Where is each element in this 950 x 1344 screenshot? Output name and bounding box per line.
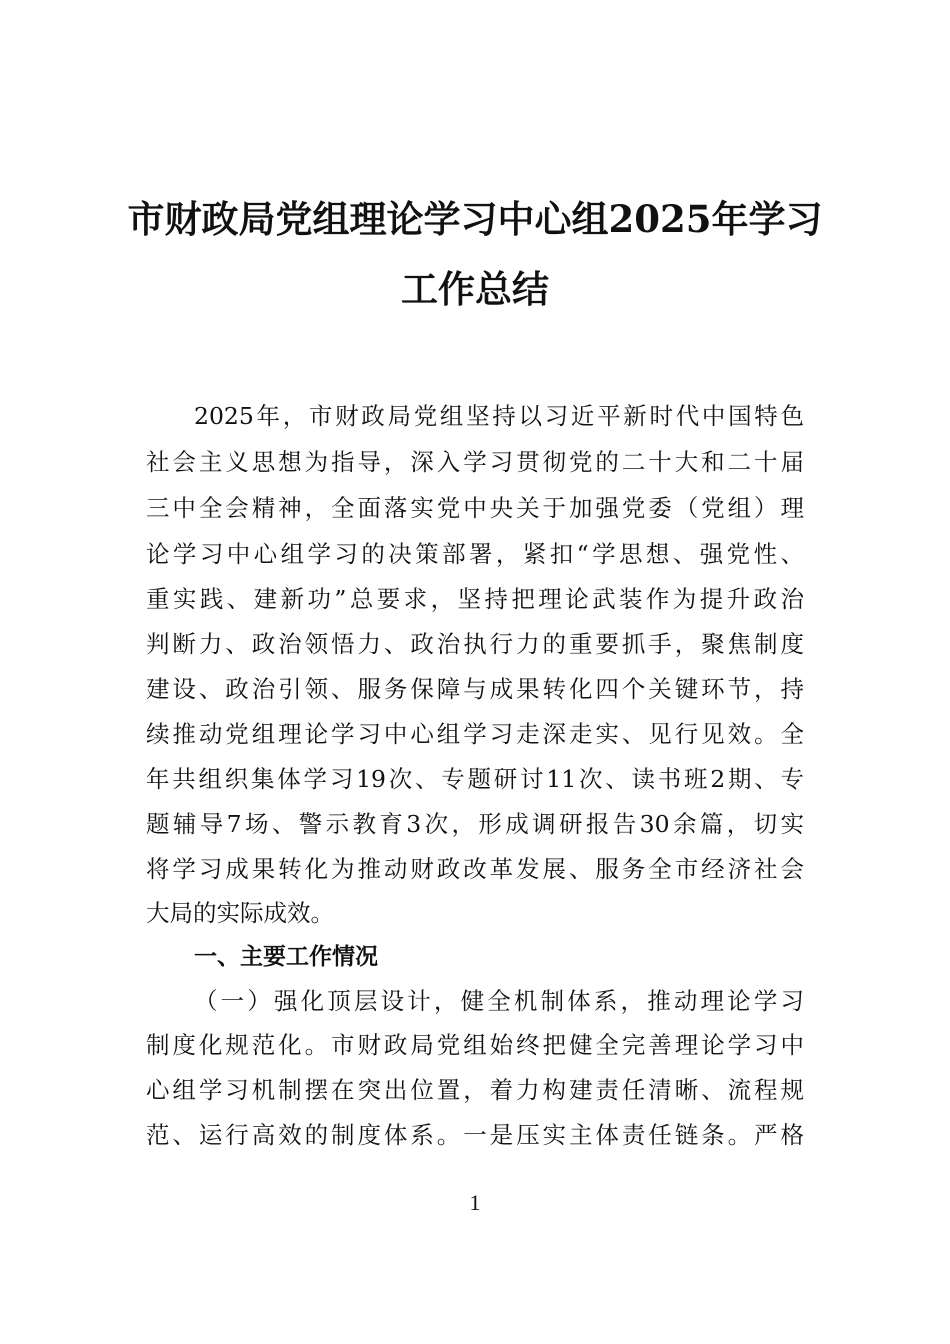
paragraph-line: 重实践、建新功”总要求，坚持把理论武装作为提升政治: [146, 585, 804, 613]
page-number: 1: [469, 1190, 481, 1215]
paragraph-line: 范、运行高效的制度体系。一是压实主体责任链条。严格: [146, 1121, 804, 1149]
paragraph-line: 制度化规范化。市财政局党组始终把健全完善理论学习中: [146, 1031, 804, 1059]
paragraph-line: 年共组织集体学习19次、专题研讨11次、读书班2期、专: [146, 765, 804, 793]
paragraph-line: 将学习成果转化为推动财政改革发展、服务全市经济社会: [146, 855, 804, 883]
paragraph-line: 题辅导7场、警示教育3次，形成调研报告30余篇，切实: [146, 810, 804, 838]
document-title-line-1: 市财政局党组理论学习中心组2025年学习: [127, 197, 823, 241]
section-heading: 一、主要工作情况: [194, 944, 378, 970]
document-title-line-2: 工作总结: [401, 267, 549, 311]
paragraph-line: 续推动党组理论学习中心组学习走深走实、见行见效。全: [146, 720, 804, 748]
paragraph-line: 论学习中心组学习的决策部署，紧扣“学思想、强党性、: [146, 540, 804, 568]
paragraph-line: 判断力、政治领悟力、政治执行力的重要抓手，聚焦制度: [146, 630, 804, 658]
paragraph-line: 社会主义思想为指导，深入学习贯彻党的二十大和二十届: [146, 448, 804, 476]
paragraph-line: 建设、政治引领、服务保障与成果转化四个关键环节，持: [146, 675, 804, 703]
paragraph-line: 大局的实际成效。: [146, 899, 334, 927]
paragraph-line: 2025年，市财政局党组坚持以习近平新时代中国特色: [194, 402, 804, 430]
paragraph-line: （一）强化顶层设计，健全机制体系，推动理论学习: [194, 987, 804, 1015]
paragraph-line: 心组学习机制摆在突出位置，着力构建责任清晰、流程规: [146, 1076, 804, 1104]
paragraph-line: 三中全会精神，全面落实党中央关于加强党委（党组）理: [146, 494, 804, 522]
